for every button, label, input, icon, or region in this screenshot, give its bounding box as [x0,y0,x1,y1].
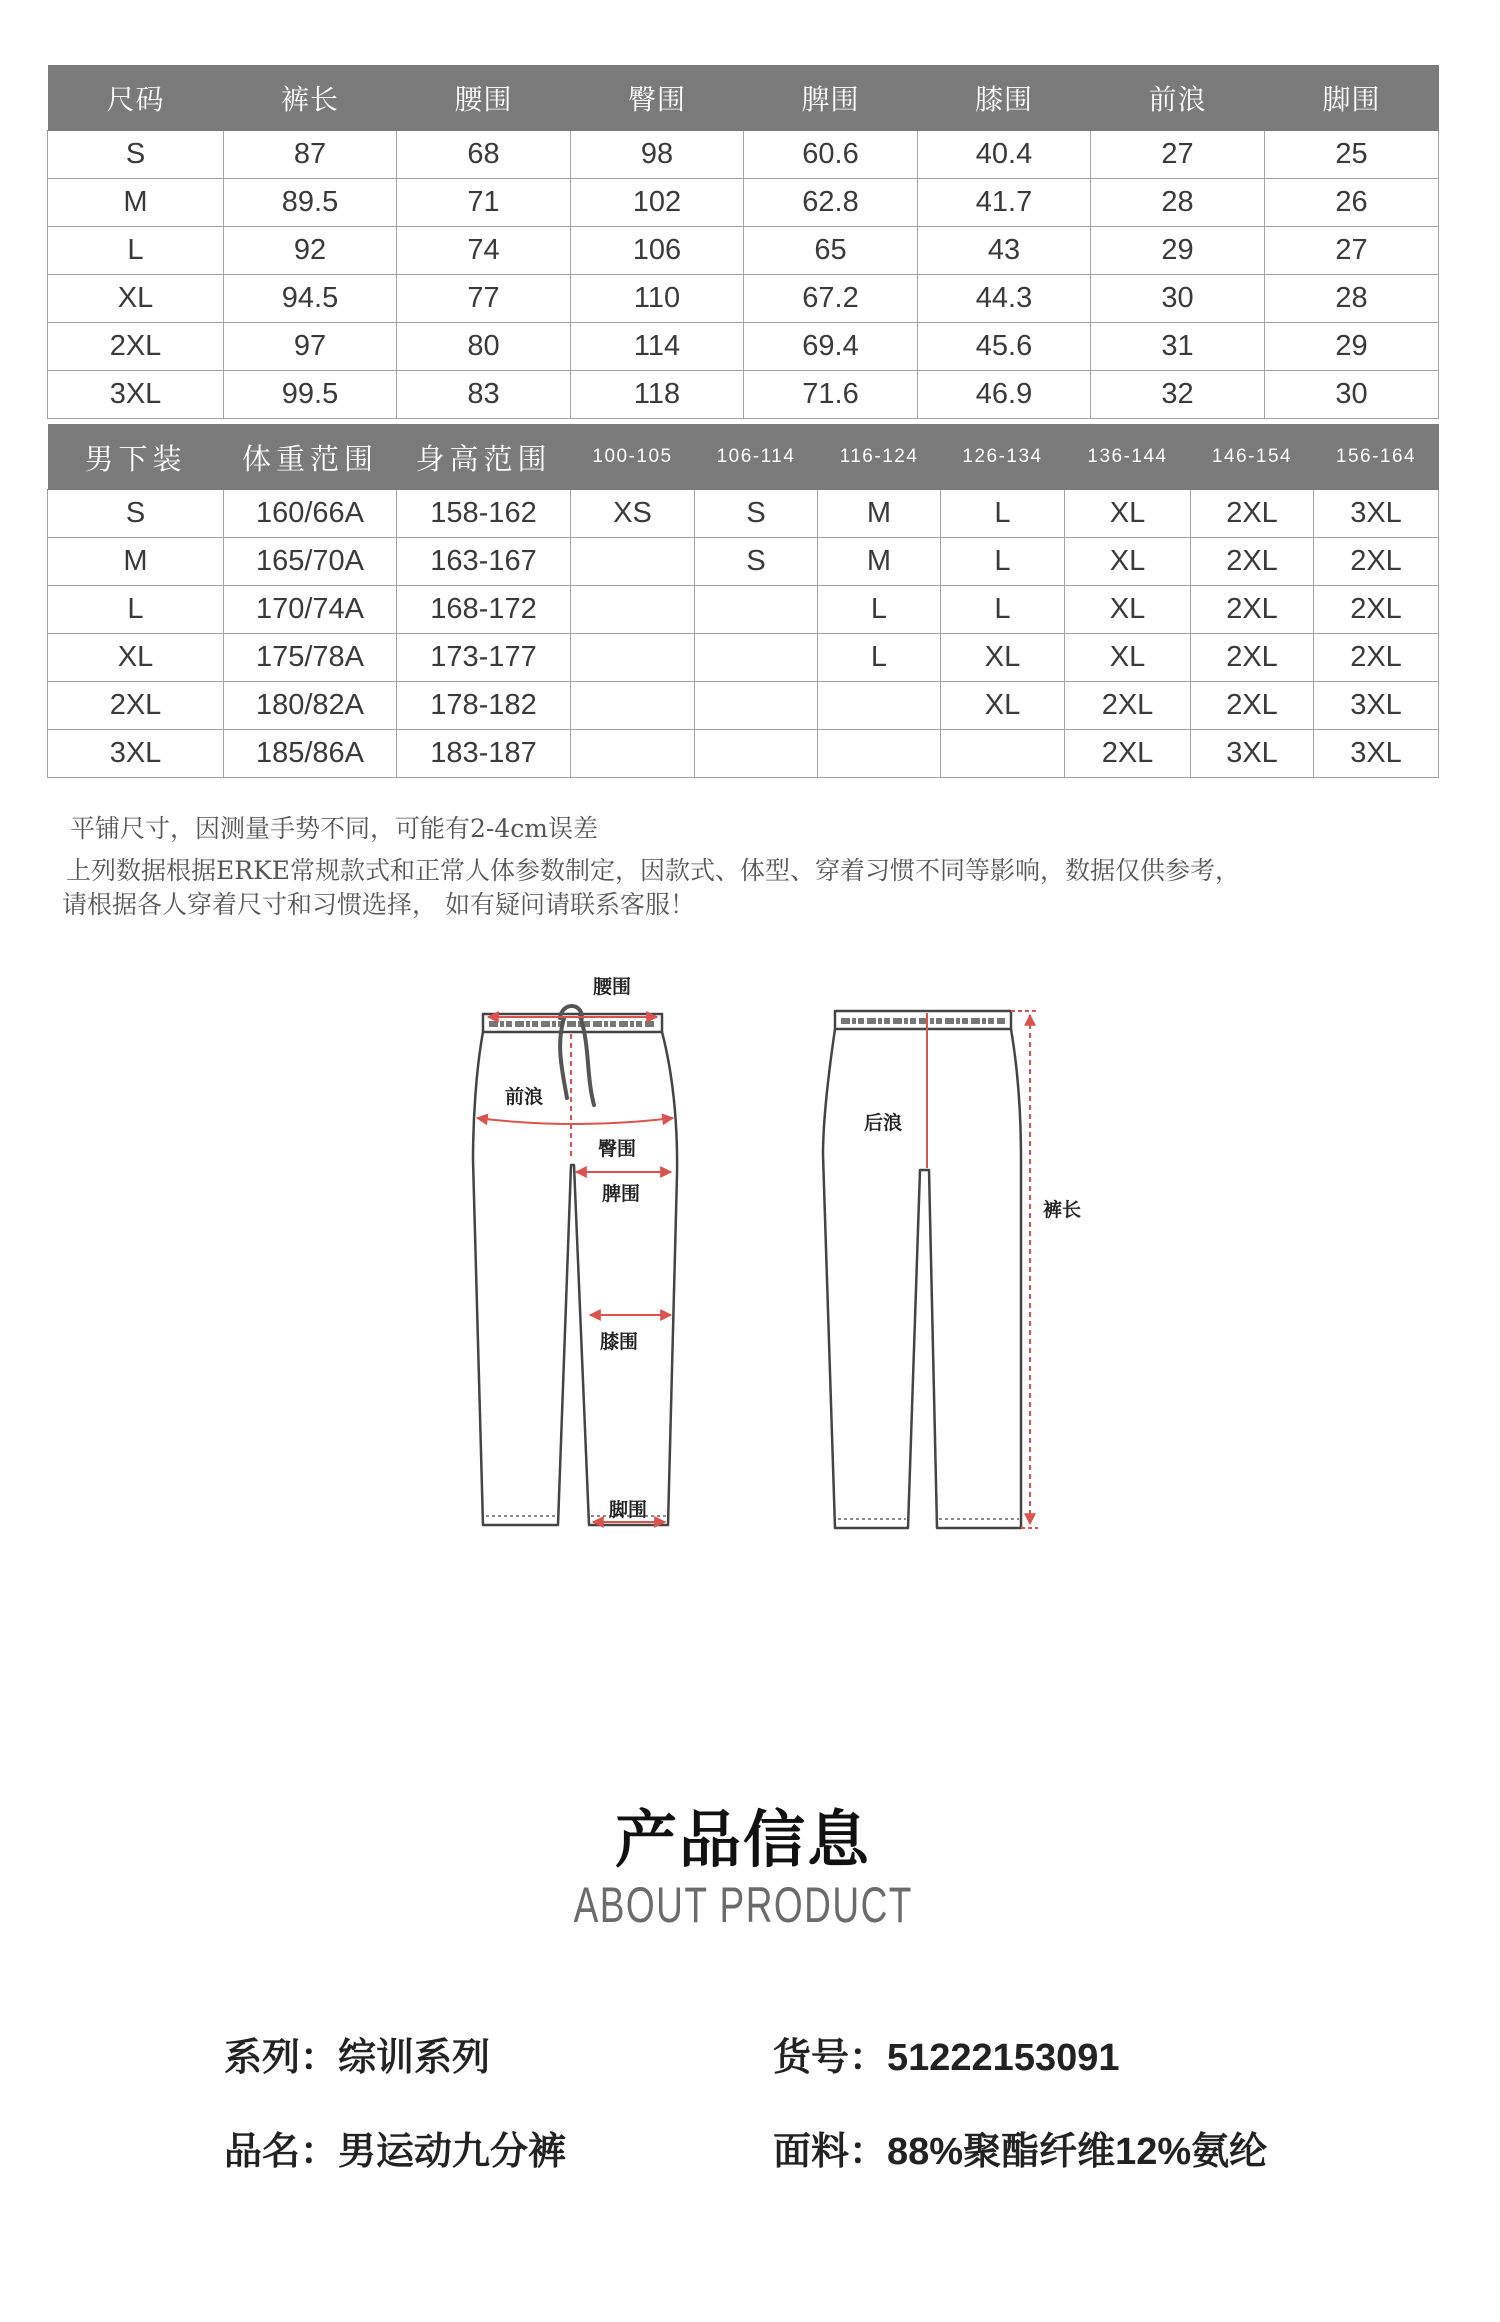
measurement-note: 平铺尺寸，因测量手势不同，可能有2-4cm误差 [70,814,598,843]
back-pants-outline [823,1011,1021,1528]
table-cell [571,730,695,778]
table-cell: 26 [1265,179,1439,227]
table-cell: 2XL [1065,682,1191,730]
table-cell: 158-162 [397,490,571,538]
table-header-cell: 膝围 [918,66,1091,131]
table-row [48,323,1439,371]
thigh-label: 脾围 [602,1184,641,1205]
field-label: 品名： [224,2131,339,2173]
table-row [48,490,1439,538]
table-cell: 67.2 [744,275,918,323]
table-header-cell: 男下装 [48,425,224,490]
table-cell: 46.9 [918,371,1091,419]
table-cell: 29 [1265,323,1439,371]
table-cell: 168-172 [397,586,571,634]
table-cell: XL [941,682,1065,730]
table-header-cell: 体重范围 [224,425,397,490]
table-cell [818,682,941,730]
table-cell: 163-167 [397,538,571,586]
table-cell: 185/86A [224,730,397,778]
front-rise-label: 前浪 [505,1087,544,1108]
table-cell: 94.5 [224,275,397,323]
table-cell: 65 [744,227,918,275]
table-cell: 32 [1091,371,1265,419]
table-cell: 25 [1265,131,1439,179]
hip-measure-line [477,1118,673,1124]
product-info-subtitle-wrap [0,1876,1486,1934]
table-cell: XL [48,275,224,323]
table-cell: 74 [397,227,571,275]
table-cell: 165/70A [224,538,397,586]
measurement-note: 请根据各人穿着尺寸和习惯选择， 如有疑问请联系客服！ [62,890,695,919]
table-cell: 71.6 [744,371,918,419]
table-cell: 2XL [1314,538,1439,586]
product-info-title: 产品信息 [614,1806,871,1875]
table-cell: 178-182 [397,682,571,730]
table-cell: XL [941,634,1065,682]
front-pants-outline [473,1014,677,1525]
table-cell: 87 [224,131,397,179]
knee-label: 膝围 [600,1332,639,1353]
table-cell [695,586,818,634]
product-info-subtitle: ABOUT PRODUCT [573,1877,913,1933]
table-cell: 102 [571,179,744,227]
table-row [48,538,1439,586]
product-field-series [224,2035,490,2081]
table-cell: XL [1065,538,1191,586]
table-header-cell: 脾围 [744,66,918,131]
table-header-row [48,66,1439,131]
table-cell: S [48,131,224,179]
product-field-material [773,2129,1267,2175]
table-row [48,131,1439,179]
table-header-cell: 126-134 [941,425,1065,490]
table-cell [571,682,695,730]
table-cell [571,634,695,682]
table-cell: 98 [571,131,744,179]
table-row [48,682,1439,730]
table-row [48,179,1439,227]
field-value: 综训系列 [338,2037,491,2079]
table-header-cell: 腰围 [397,66,571,131]
table-cell: S [695,538,818,586]
table-row [48,634,1439,682]
table-header-row [48,425,1439,490]
table-header-cell: 前浪 [1091,66,1265,131]
table-cell: 2XL [1314,586,1439,634]
table-cell: 2XL [1191,682,1314,730]
table-cell: XL [1065,586,1191,634]
table-header-cell: 106-114 [695,425,818,490]
table-header-cell: 脚围 [1265,66,1439,131]
table-cell: 2XL [1314,634,1439,682]
table-cell: 2XL [1191,538,1314,586]
table-cell [695,682,818,730]
table-cell: 28 [1265,275,1439,323]
table-cell [571,538,695,586]
table-cell: 99.5 [224,371,397,419]
table-cell: 3XL [1314,490,1439,538]
table-cell: 69.4 [744,323,918,371]
field-value: 51222153091 [887,2037,1120,2079]
table-cell: 62.8 [744,179,918,227]
table-cell: 30 [1265,371,1439,419]
table-header-cell: 116-124 [818,425,941,490]
table-cell: 43 [918,227,1091,275]
table-cell: XS [571,490,695,538]
hem-label: 脚围 [609,1500,648,1521]
table-cell: 3XL [48,371,224,419]
table-header-cell: 身高范围 [397,425,571,490]
table-cell: 3XL [1314,682,1439,730]
table-cell: L [48,227,224,275]
measurement-note: 上列数据根据ERKE常规款式和正常人体参数制定，因款式、体型、穿着习惯不同等影响，数据仅供参考， [66,856,1241,885]
table-cell: M [48,538,224,586]
field-value: 男运动九分裤 [338,2131,567,2173]
product-field-name [224,2129,566,2175]
table-cell: 2XL [48,323,224,371]
table-cell [695,730,818,778]
table-cell: XL [1065,634,1191,682]
table-cell: 29 [1091,227,1265,275]
table-cell: L [941,490,1065,538]
table-cell: 106 [571,227,744,275]
table-cell: 3XL [1191,730,1314,778]
table-cell: L [818,634,941,682]
table-cell: 41.7 [918,179,1091,227]
table-cell: 80 [397,323,571,371]
table-row [48,275,1439,323]
table-header-cell: 臀围 [571,66,744,131]
pants-measurement-diagram [440,960,1100,1560]
size-chart-table [47,65,1439,419]
table-cell: 71 [397,179,571,227]
table-cell: L [941,586,1065,634]
field-value: 88%聚酯纤维12%氨纶 [887,2131,1268,2173]
table-cell: L [48,586,224,634]
table-cell: L [818,586,941,634]
table-row [48,586,1439,634]
table-cell: 175/78A [224,634,397,682]
table-cell: 44.3 [918,275,1091,323]
table-cell: 2XL [1191,586,1314,634]
field-label: 面料： [773,2131,888,2173]
table-cell: S [695,490,818,538]
table-cell: 97 [224,323,397,371]
table-header-cell: 146-154 [1191,425,1314,490]
table-cell: 28 [1091,179,1265,227]
table-cell: 2XL [1191,634,1314,682]
table-row [48,730,1439,778]
table-cell: 30 [1091,275,1265,323]
table-cell: 27 [1265,227,1439,275]
table-cell: 83 [397,371,571,419]
table-cell [571,586,695,634]
table-cell: 110 [571,275,744,323]
length-label: 裤长 [1043,1200,1082,1221]
table-cell: 173-177 [397,634,571,682]
table-header-cell: 裤长 [224,66,397,131]
table-header-cell: 156-164 [1314,425,1439,490]
table-cell: 31 [1091,323,1265,371]
table-cell: 3XL [48,730,224,778]
table-cell: 77 [397,275,571,323]
table-cell: XL [1065,490,1191,538]
table-row [48,371,1439,419]
table-cell: M [818,538,941,586]
field-label: 货号： [773,2037,888,2079]
table-cell: 89.5 [224,179,397,227]
table-cell: 180/82A [224,682,397,730]
waist-label: 腰围 [593,977,632,998]
table-row [48,227,1439,275]
table-cell: 170/74A [224,586,397,634]
table-cell: 114 [571,323,744,371]
table-cell: M [48,179,224,227]
table-cell: 2XL [1065,730,1191,778]
table-cell [818,730,941,778]
table-cell: L [941,538,1065,586]
table-cell: 2XL [1191,490,1314,538]
table-cell [695,634,818,682]
table-cell: 92 [224,227,397,275]
table-cell: 40.4 [918,131,1091,179]
table-cell: 160/66A [224,490,397,538]
table-cell: 68 [397,131,571,179]
hip-label: 臀围 [598,1139,637,1160]
table-header-cell: 136-144 [1065,425,1191,490]
table-cell: S [48,490,224,538]
table-cell: 118 [571,371,744,419]
table-cell: 3XL [1314,730,1439,778]
table-cell: XL [48,634,224,682]
table-header-cell: 100-105 [571,425,695,490]
back-rise-label: 后浪 [864,1113,903,1134]
table-header-cell: 尺码 [48,66,224,131]
product-field-item-number [773,2035,1120,2081]
fit-recommendation-table [47,424,1439,778]
table-cell: M [818,490,941,538]
table-cell: 2XL [48,682,224,730]
field-label: 系列： [224,2037,339,2079]
table-cell: 45.6 [918,323,1091,371]
table-cell: 60.6 [744,131,918,179]
table-cell: 27 [1091,131,1265,179]
table-cell [941,730,1065,778]
table-cell: 183-187 [397,730,571,778]
